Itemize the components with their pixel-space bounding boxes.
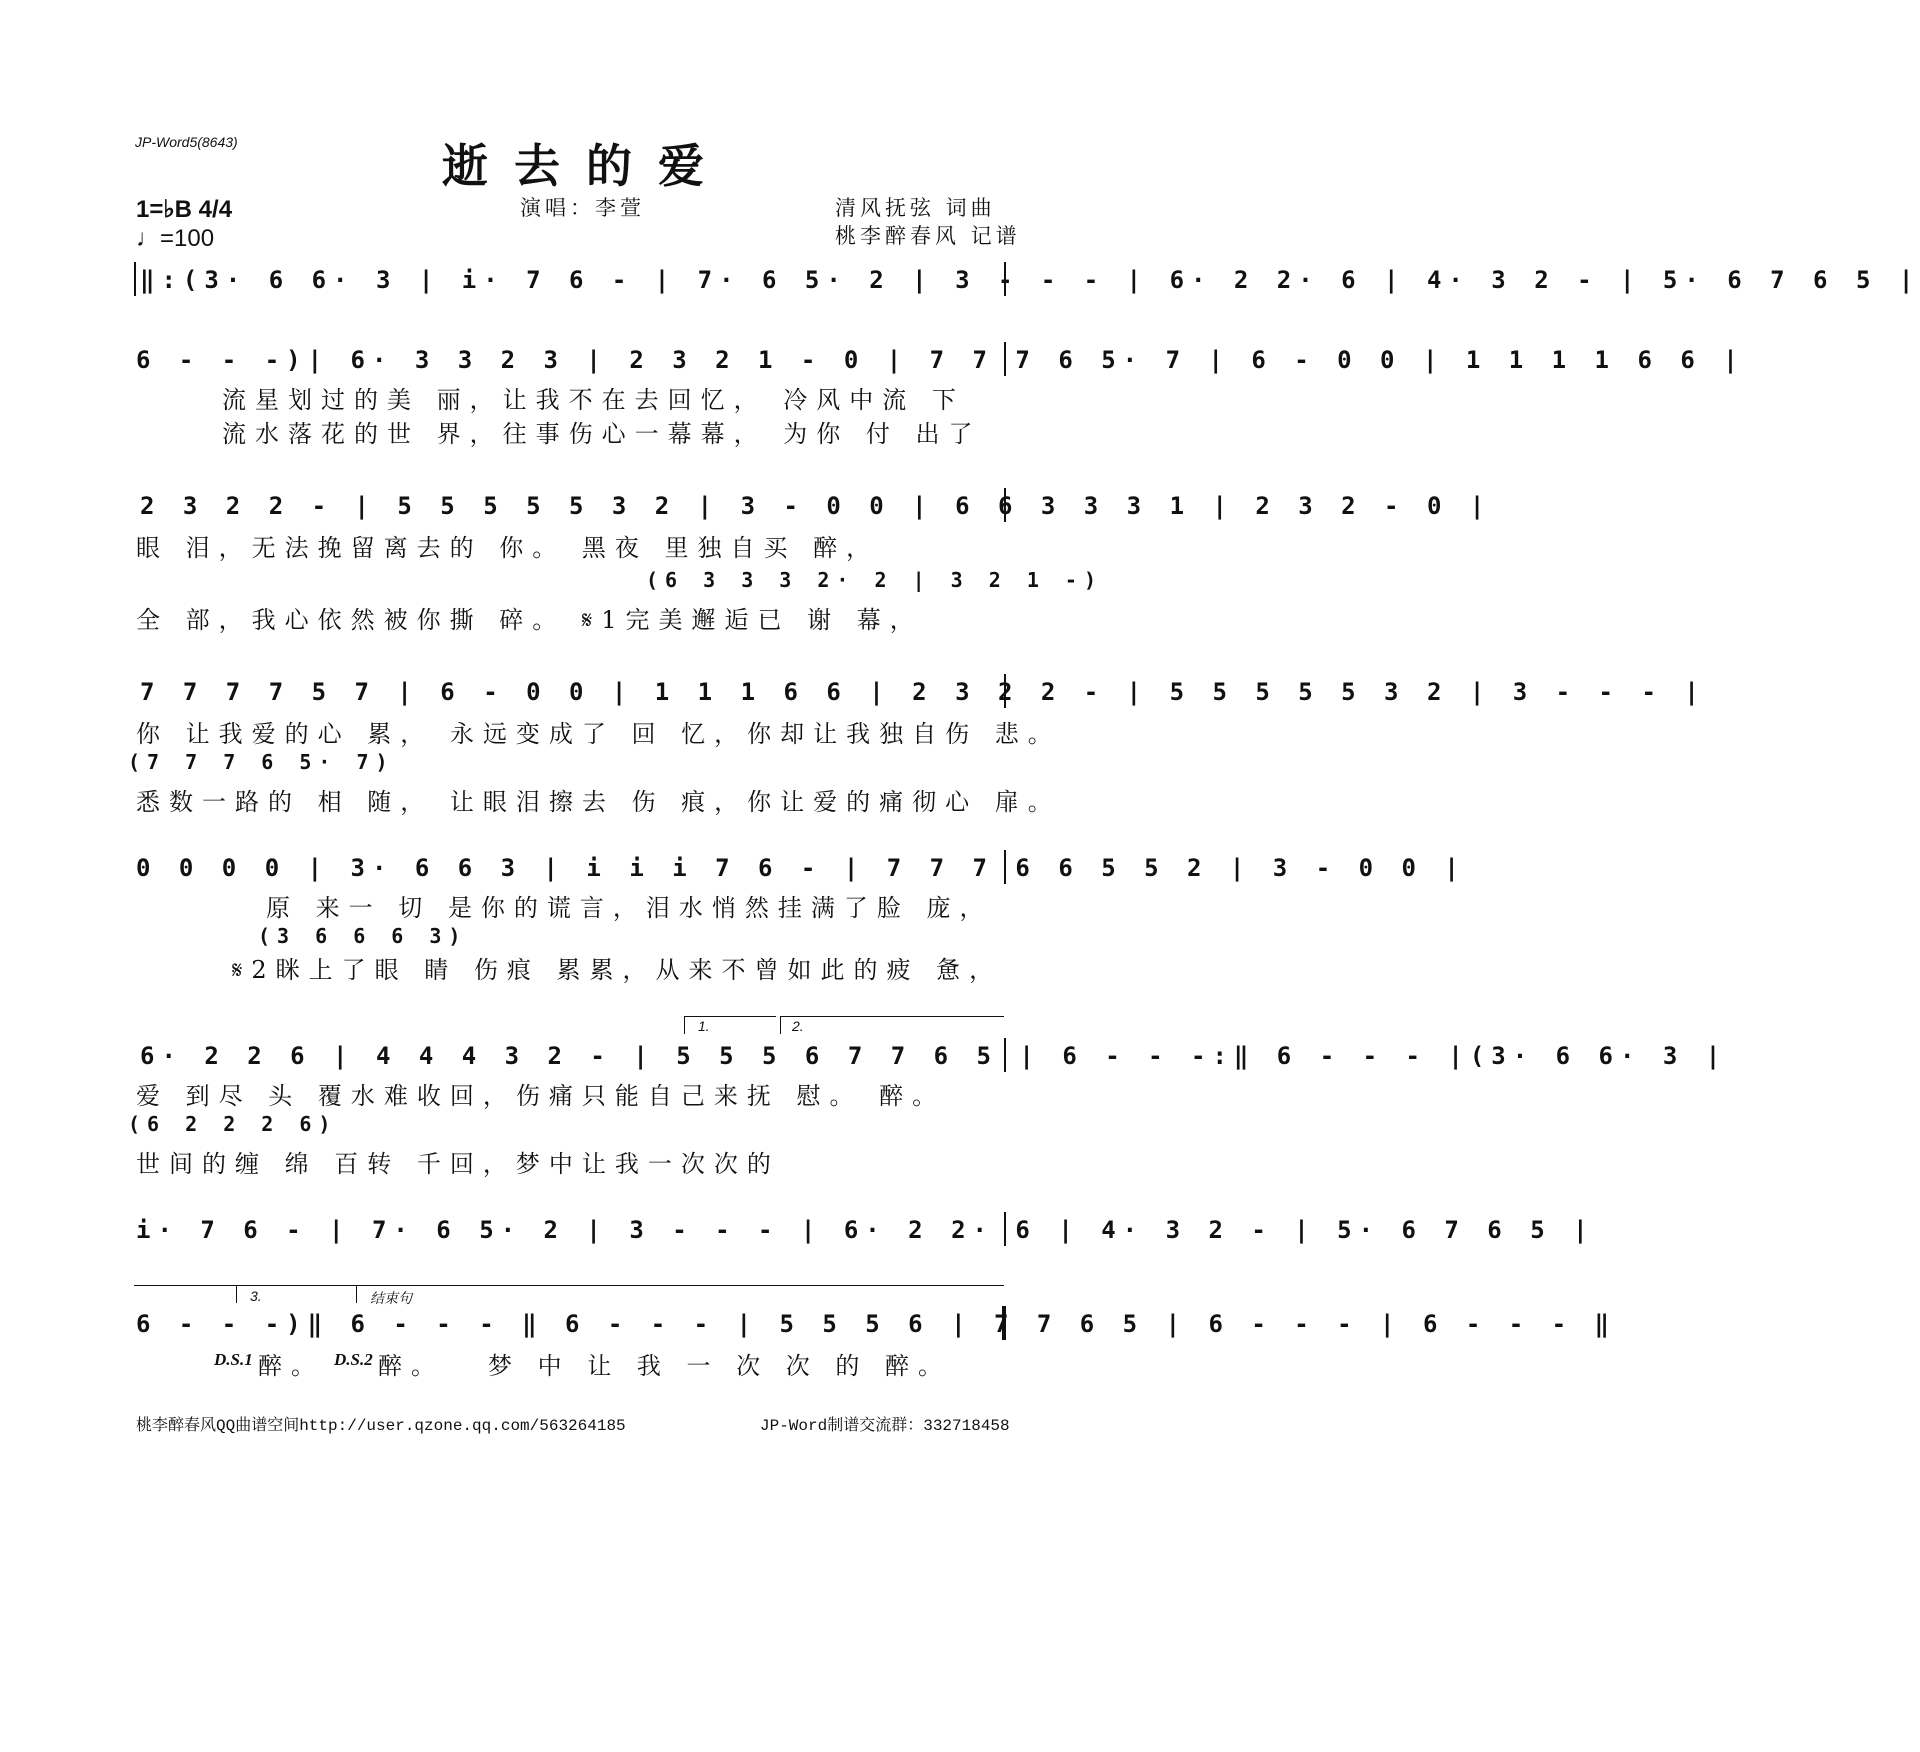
alternate-notes-row-6: (6 2 2 2 6): [128, 1112, 338, 1136]
volta-bracket-1: [684, 1016, 776, 1017]
composer-credit: 清风抚弦 词曲: [835, 196, 996, 220]
coda-bracket-edge: [356, 1285, 357, 1303]
transcriber-credit: 桃李醉春风 记谱: [835, 224, 1021, 248]
notation-row-6: 6· 2 2 6 | 4 4 4 3 2 - | 5 5 5 6 7 7 6 5 | 6 - - -:‖ 6 - - - |(3· 6 6· 3 |: [140, 1042, 1728, 1070]
lyric-row-4-verse-2: 悉数一路的 相 随， 让眼泪擦去 伤 痕，你让爱的痛彻心 扉。: [136, 788, 1061, 816]
lyric-row-5-verse-1: 原 来一 切 是你的谎言，泪水悄然挂满了脸 庞，: [266, 894, 993, 922]
lyric-row-6-verse-1: 爱 到尽 头 覆水难收回，伤痛只能自己来抚 慰。 醉。: [136, 1082, 946, 1110]
volta-bracket-1-edge: [684, 1016, 685, 1034]
volta-1-label: 1.: [698, 1018, 710, 1034]
alternate-notes-row-4: (7 7 7 6 5· 7): [128, 750, 395, 774]
dal-segno-1-lyric: 醉。: [258, 1352, 324, 1380]
notation-row-1: ‖:(3· 6 6· 3 | i· 7 6 - | 7· 6 5· 2 | 3 - - - | 6· 2 2· 6 | 4· 3 2 - | 5· 6 7 6 5 |: [140, 266, 1920, 294]
volta-2-label: 2.: [792, 1018, 804, 1034]
alternate-notes-row-3: (6 3 3 3 2· 2 | 3 2 1 -): [646, 568, 1103, 592]
lyric-row-3-verse-2: 全 部，我心依然被你撕 碎。 𝄋1完美邂逅已 谢 幕，: [136, 606, 923, 634]
lyric-row-4-verse-1: 你 让我爱的心 累， 永远变成了 回 忆，你却让我独自伤 悲。: [136, 720, 1061, 748]
lyric-row-3-verse-1: 眼 泪，无法挽留离去的 你。 黑夜 里独自买 醉，: [136, 534, 880, 562]
volta-bracket-3-edge: [236, 1285, 237, 1303]
volta-bracket-2: [780, 1016, 1004, 1017]
lyric-row-6-verse-2: 世间的缠 绵 百转 千回，梦中让我一次次的: [136, 1150, 780, 1178]
footer-qzone-link: 桃李醉春风QQ曲谱空间http://user.qzone.qq.com/563264185: [136, 1417, 626, 1435]
alternate-notes-row-5: (3 6 6 6 3): [258, 924, 468, 948]
lyric-row-2-verse-1: 流星划过的美 丽，让我不在去回忆， 冷风中流 下: [222, 386, 965, 414]
notation-row-3: 2 3 2 2 - | 5 5 5 5 5 3 2 | 3 - 0 0 | 6 6 3 3 3 1 | 2 3 2 - 0 |: [140, 492, 1492, 520]
program-label: JP-Word5(8643): [135, 134, 238, 150]
tempo-marking: ♩=100: [136, 225, 215, 252]
singer-credit: 演唱：李萱: [520, 196, 645, 220]
volta-bracket-2-edge: [780, 1016, 781, 1034]
lyric-row-5-verse-2: 𝄋2眯上了眼 睛 伤痕 累累，从来不曾如此的疲 惫，: [232, 956, 1003, 984]
volta-3-label: 3.: [250, 1288, 262, 1304]
notation-row-8: 6 - - -)‖ 6 - - - ‖ 6 - - - | 5 5 5 6 | 7 7 6 5 | 6 - - - | 6 - - - ‖: [136, 1310, 1616, 1338]
notation-row-5: 0 0 0 0 | 3· 6 6 3 | i i i 7 6 - | 7 7 7 6 6 5 5 2 | 3 - 0 0 |: [136, 854, 1466, 882]
dal-segno-2-lyric: 醉。: [378, 1352, 444, 1380]
notation-row-4: 7 7 7 7 5 7 | 6 - 0 0 | 1 1 1 6 6 | 2 3 2 2 - | 5 5 5 5 5 3 2 | 3 - - - |: [140, 678, 1706, 706]
coda-label: 结束句: [370, 1290, 412, 1306]
bar-line: [134, 262, 136, 296]
lyric-row-8: 梦 中 让 我 一 次 次 的 醉。: [488, 1352, 952, 1380]
key-signature: 1=♭B 4/4: [136, 196, 233, 223]
lyric-row-2-verse-2: 流水落花的世 界，往事伤心一幕幕， 为你 付 出了: [222, 420, 982, 448]
dal-segno-2-marker: D.S.2: [334, 1350, 373, 1369]
dal-segno-1-marker: D.S.1: [214, 1350, 253, 1369]
notation-row-2: 6 - - -)| 6· 3 3 2 3 | 2 3 2 1 - 0 | 7 7 7 6 5· 7 | 6 - 0 0 | 1 1 1 1 6 6 |: [136, 346, 1745, 374]
notation-row-7: i· 7 6 - | 7· 6 5· 2 | 3 - - - | 6· 2 2· 6 | 4· 3 2 - | 5· 6 7 6 5 |: [136, 1216, 1595, 1244]
footer-group-info: JP-Word制谱交流群：332718458: [760, 1417, 1010, 1435]
system-top-line: [134, 1285, 1004, 1286]
song-title: 逝去的爱: [442, 139, 730, 193]
